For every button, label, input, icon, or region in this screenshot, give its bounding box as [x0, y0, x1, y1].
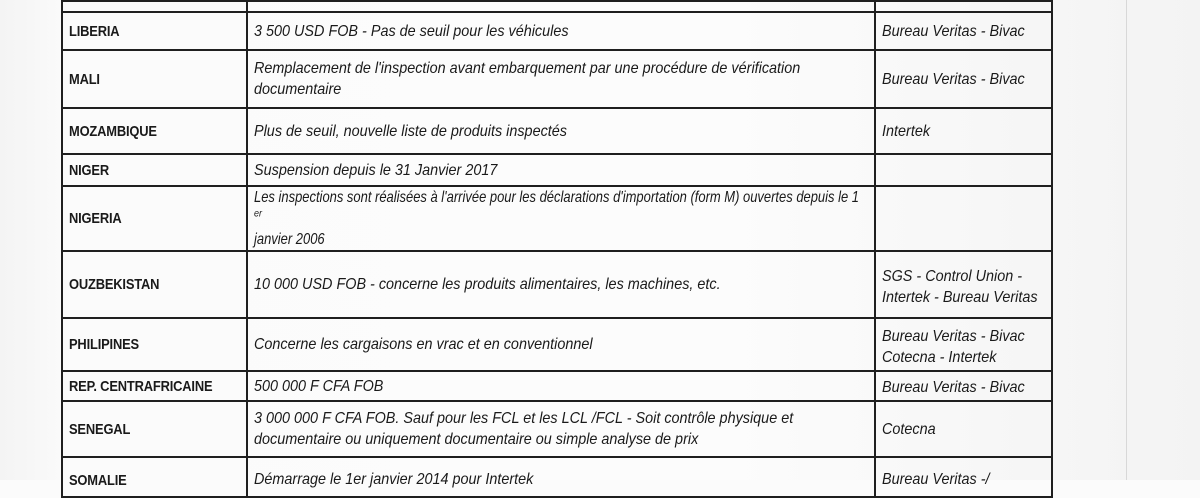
description-cell: Remplacement de l'inspection avant embarquement par une procédure de vérification documentaire: [247, 50, 875, 108]
country-cell: SENEGAL: [62, 401, 247, 457]
description-cell: Plus de seuil, nouvelle liste de produits inspectés: [247, 108, 875, 154]
agency-cell: Bureau Veritas - Bivac Cotecna - Intertek: [875, 318, 1052, 371]
table-row: [62, 401, 1052, 457]
country-cell: SOMALIE: [62, 457, 247, 497]
country-cell: NIGER: [62, 154, 247, 186]
inspection-table: [61, 0, 1053, 498]
agency-cell: [875, 154, 1052, 186]
table-row: [62, 251, 1052, 318]
agency-cell: Bureau Veritas - Bivac: [875, 371, 1052, 401]
agency-cell: [875, 186, 1052, 251]
country-cell: MALI: [62, 50, 247, 108]
country-cell: REP. CENTRAFRICAINE: [62, 371, 247, 401]
description-cell: Suspension depuis le 31 Janvier 2017: [247, 154, 875, 186]
agency-cell: Bureau Veritas -/: [875, 457, 1052, 497]
country-cell: OUZBEKISTAN: [62, 251, 247, 318]
table-row: [62, 12, 1052, 50]
country-cell: PHILIPINES: [62, 318, 247, 371]
agency-cell: Cotecna: [875, 401, 1052, 457]
table-row: [62, 371, 1052, 401]
table-row: [62, 154, 1052, 186]
table-row: [62, 1, 1052, 12]
agency-cell: Intertek: [875, 108, 1052, 154]
description-cell: 3 000 000 F CFA FOB. Sauf pour les FCL et les LCL /FCL - Soit contrôle physique et documentaire ou uniquement documentaire ou simple analyse de prix: [247, 401, 875, 457]
description-cell: Concerne les cargaisons en vrac et en conventionnel: [247, 318, 875, 371]
agency-cell: Bureau Veritas - Bivac: [875, 50, 1052, 108]
country-cell: NIGERIA: [62, 186, 247, 251]
country-cell: MOZAMBIQUE: [62, 108, 247, 154]
description-cell: Les inspections sont réalisées à l'arrivée pour les déclarations d'importation (form M) ouvertes depuis le 1erjanvier 2006: [247, 186, 875, 251]
table-row: [62, 50, 1052, 108]
table-row: [62, 457, 1052, 497]
description-cell: 500 000 F CFA FOB: [247, 371, 875, 401]
table-row: [62, 108, 1052, 154]
description-cell: 3 500 USD FOB - Pas de seuil pour les véhicules: [247, 12, 875, 50]
page-edge: [1126, 0, 1127, 480]
agency-cell: Bureau Veritas - Bivac: [875, 12, 1052, 50]
agency-cell: SGS - Control Union - Intertek - Bureau Veritas: [875, 251, 1052, 318]
table-row: [62, 186, 1052, 251]
country-cell: LIBERIA: [62, 12, 247, 50]
description-cell: 10 000 USD FOB - concerne les produits alimentaires, les machines, etc.: [247, 251, 875, 318]
table-row: [62, 318, 1052, 371]
description-cell: Démarrage le 1er janvier 2014 pour Intertek: [247, 457, 875, 497]
